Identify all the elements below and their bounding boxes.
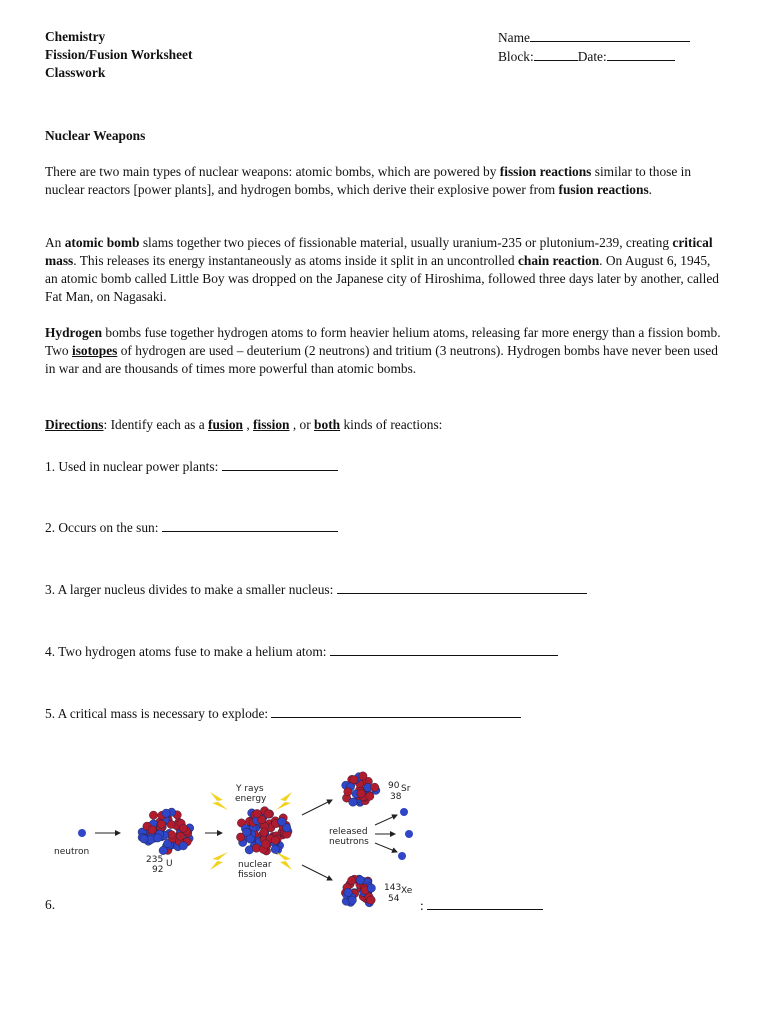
product1-atomic-number: 38 xyxy=(390,792,402,802)
nucleon xyxy=(179,824,187,832)
product1-mass-number: 90 xyxy=(388,781,400,791)
nucleon xyxy=(245,846,253,854)
answer-field[interactable] xyxy=(330,642,558,656)
energy-label-line2: energy xyxy=(235,794,267,804)
released-neutron xyxy=(405,830,413,838)
nucleon xyxy=(148,826,156,834)
option-fusion: fusion xyxy=(208,417,243,432)
bold-term: atomic bomb xyxy=(64,235,140,250)
uranium-symbol: U xyxy=(166,859,173,869)
nucleon xyxy=(349,798,357,806)
nucleon xyxy=(157,820,165,828)
nucleon xyxy=(350,776,358,784)
product-nucleus-2 xyxy=(341,875,375,907)
released-label-line1: released xyxy=(329,827,368,837)
energy-label-line1: Y rays xyxy=(236,784,264,794)
option-both: both xyxy=(314,417,341,432)
question-text: 1. Used in nuclear power plants: xyxy=(45,459,222,474)
text: , or xyxy=(289,417,315,432)
nucleon xyxy=(366,792,374,800)
uranium-mass-number: 235 xyxy=(146,855,164,865)
nucleon xyxy=(278,818,286,826)
text: . This releases its energy instantaneously as atoms inside it split in an uncontrolled xyxy=(73,253,518,268)
bold-term: critical mass xyxy=(45,235,713,268)
answer-field[interactable] xyxy=(222,457,338,471)
nucleon xyxy=(348,896,356,904)
block-date-row xyxy=(498,47,690,66)
energy-flash-icon xyxy=(276,852,292,870)
nucleon xyxy=(348,876,356,884)
bold-term: fusion reactions xyxy=(558,182,649,197)
name-field[interactable] xyxy=(530,28,690,42)
header-left xyxy=(45,28,192,82)
section-title: Nuclear Weapons xyxy=(45,128,146,143)
nucleon xyxy=(344,888,352,896)
nucleon xyxy=(253,809,261,817)
text: similar to those in nuclear reactors [power plants], and hydrogen bombs, which derive their explosive power from xyxy=(45,164,692,197)
text: An xyxy=(45,235,65,250)
fission-label-line1: nuclear xyxy=(238,860,272,870)
answer-field[interactable] xyxy=(427,896,543,910)
date-field[interactable] xyxy=(607,47,675,61)
nucleon xyxy=(367,896,375,904)
arrow xyxy=(375,815,397,825)
answer-field[interactable] xyxy=(162,518,338,532)
text: . xyxy=(648,182,653,197)
nucleon xyxy=(344,788,352,796)
paragraph-atomic-bomb xyxy=(45,234,725,306)
text: kinds of reactions: xyxy=(340,417,443,432)
released-label-line2: neutrons xyxy=(329,837,369,847)
incoming-neutron xyxy=(78,829,86,837)
text: . On August 6, 1945, an atomic bomb called Little Boy was dropped on the Japanese city of Hiroshima, followed three days later by another, called Fat Man, on Nagasaki. xyxy=(45,253,719,304)
text: slams together two pieces of fissionable material, usually uranium-235 or plutonium-239, creating xyxy=(139,235,673,250)
option-fission: fission xyxy=(253,417,290,432)
nucleon xyxy=(357,789,365,797)
energy-flash-icon xyxy=(210,792,228,810)
name-row xyxy=(498,28,690,47)
nucleon xyxy=(359,772,367,780)
paragraph-hydrogen-bomb xyxy=(45,324,725,378)
nucleon xyxy=(162,809,170,817)
nucleon xyxy=(260,828,268,836)
name-label: Name xyxy=(498,30,530,45)
directions-label: Directions xyxy=(45,417,104,432)
uranium-atomic-number: 92 xyxy=(152,865,164,875)
question-6-answer xyxy=(420,896,543,915)
block-label: Block: xyxy=(498,49,534,64)
bold-term: fission reactions xyxy=(499,164,592,179)
product-nucleus-1 xyxy=(342,772,380,807)
product1-symbol: Sr xyxy=(401,784,411,794)
colon: : xyxy=(420,898,424,913)
fission-diagram xyxy=(40,770,440,915)
question-text: 4. Two hydrogen atoms fuse to make a helium atom: xyxy=(45,644,330,659)
product2-mass-number: 143 xyxy=(384,883,402,893)
date-label: Date: xyxy=(577,49,607,64)
text: , xyxy=(242,417,254,432)
text: of hydrogen are used – deuterium (2 neutrons) and tritium (3 neutrons). Hydrogen bombs have never been used in war and are thousands of times more powerful than atomic bombs. xyxy=(45,343,718,376)
energy-flash-icon xyxy=(276,792,292,810)
nucleon xyxy=(356,876,364,884)
energy-flash-icon xyxy=(210,852,228,870)
fission-label-line2: fission xyxy=(238,870,267,880)
text: bombs fuse together hydrogen atoms to form heavier helium atoms, releasing far more energy than a fission bomb. Two xyxy=(45,325,721,358)
nucleon xyxy=(149,811,157,819)
header-right xyxy=(498,28,690,66)
nucleon xyxy=(262,840,270,848)
subject-title: Chemistry xyxy=(45,29,106,44)
nucleon xyxy=(271,836,279,844)
text: There are two main types of nuclear weapons: atomic bombs, which are powered by xyxy=(45,164,500,179)
arrow xyxy=(302,865,332,880)
released-neutron xyxy=(398,852,406,860)
bold-term: Hydrogen xyxy=(45,325,103,340)
paragraph-weapon-types xyxy=(45,163,725,199)
question-text: 3. A larger nucleus divides to make a smaller nucleus: xyxy=(45,582,337,597)
nucleon xyxy=(371,783,379,791)
nucleon xyxy=(154,834,162,842)
text: : Identify each as a xyxy=(103,417,208,432)
question-1 xyxy=(45,457,338,476)
question-3 xyxy=(45,580,587,599)
directions xyxy=(45,416,442,434)
product2-symbol: Xe xyxy=(401,886,413,896)
uranium-nucleus xyxy=(138,808,194,855)
nucleon xyxy=(264,810,272,818)
block-field[interactable] xyxy=(534,47,578,61)
product2-atomic-number: 54 xyxy=(388,894,400,904)
worksheet-title: Fission/Fusion Worksheet xyxy=(45,47,193,62)
worksheet-type: Classwork xyxy=(45,65,106,80)
bold-underlined-term: isotopes xyxy=(71,343,118,358)
answer-field[interactable] xyxy=(271,704,521,718)
question-2 xyxy=(45,518,338,537)
question-text: 5. A critical mass is necessary to explode: xyxy=(45,706,272,721)
arrow xyxy=(375,843,397,852)
nucleon xyxy=(246,835,254,843)
split-nucleus xyxy=(236,807,292,856)
bold-term: chain reaction xyxy=(517,253,600,268)
released-neutron xyxy=(400,808,408,816)
nucleon xyxy=(179,842,187,850)
question-5 xyxy=(45,704,521,723)
nucleon xyxy=(271,845,279,853)
neutron-label: neutron xyxy=(54,847,90,857)
nucleon xyxy=(367,884,375,892)
nucleon xyxy=(140,835,148,843)
question-6-number: 6. xyxy=(45,897,56,912)
question-text: 2. Occurs on the sun: xyxy=(45,520,162,535)
arrow xyxy=(302,800,332,815)
question-4 xyxy=(45,642,558,661)
answer-field[interactable] xyxy=(337,580,587,594)
